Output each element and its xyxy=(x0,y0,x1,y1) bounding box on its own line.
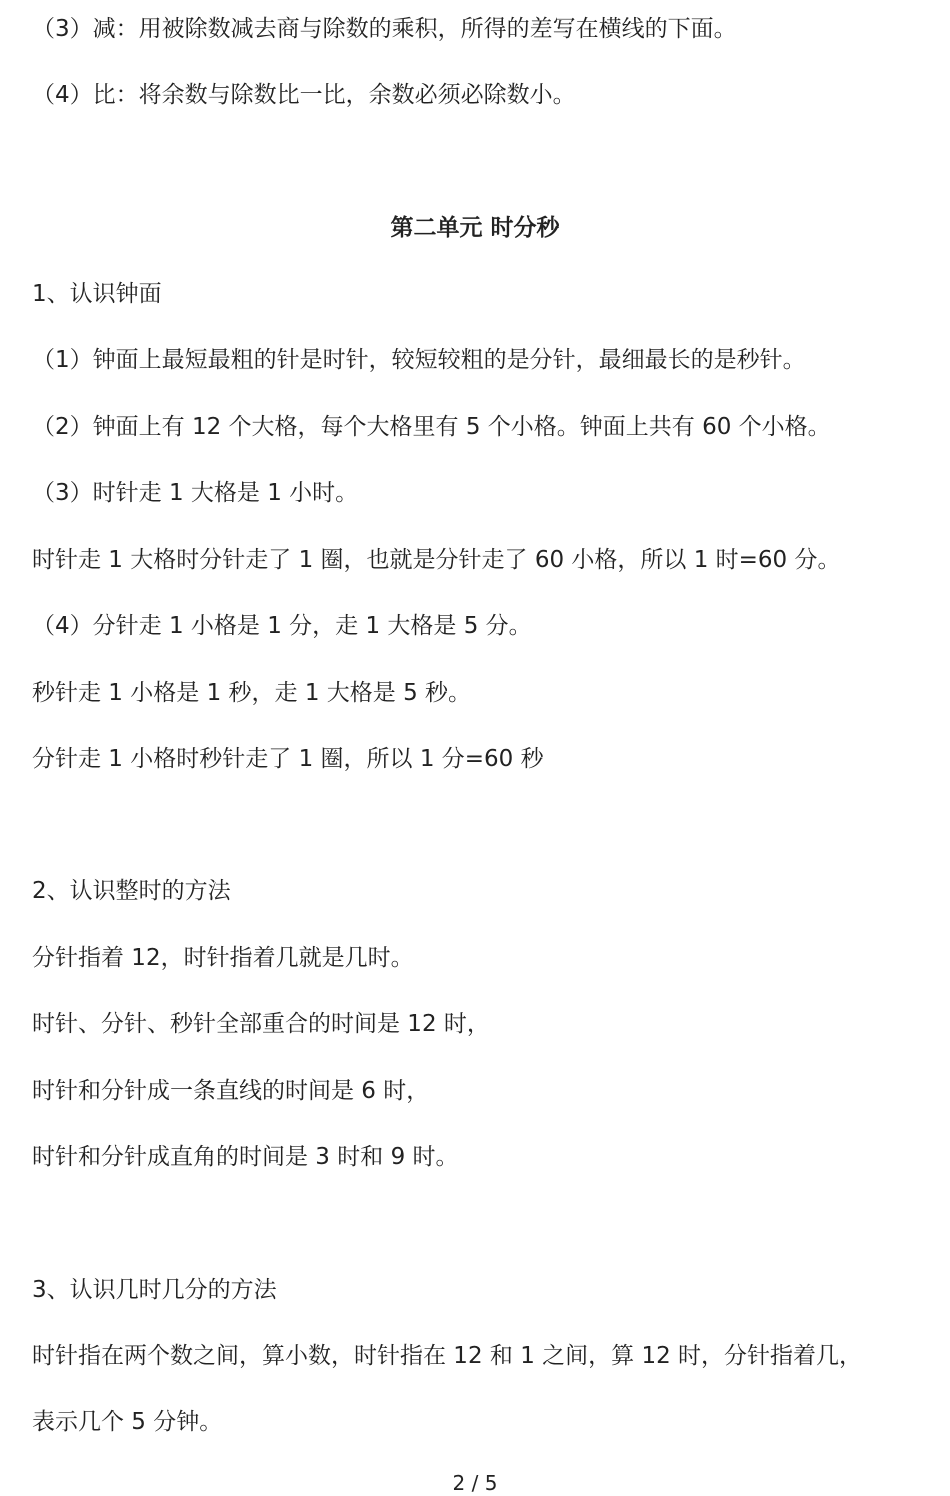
intro-line-subtract: （3）减：用被除数减去商与除数的乘积，所得的差写在横线的下面。 xyxy=(32,16,737,42)
intro-line-compare: （4）比：将余数与除数比一比，余数必须必除数小。 xyxy=(32,82,576,108)
section2-line: 时针和分针成一条直线的时间是 6 时， xyxy=(32,1078,430,1104)
section3-line: 表示几个 5 分钟。 xyxy=(32,1409,223,1435)
section3-line: 时针指在两个数之间，算小数，时针指在 12 和 1 之间，算 12 时，分针指着几， xyxy=(32,1343,863,1369)
section1-line: 时针走 1 大格时分针走了 1 圈，也就是分针走了 60 小格，所以 1 时=60 分。 xyxy=(32,547,841,573)
section3-heading: 3、认识几时几分的方法 xyxy=(32,1277,277,1303)
section2-line: 时针、分针、秒针全部重合的时间是 12 时， xyxy=(32,1011,490,1037)
section1-line: （1）钟面上最短最粗的针是时针，较短较粗的是分针，最细最长的是秒针。 xyxy=(32,347,806,373)
unit-title: 第二单元 时分秒 xyxy=(390,215,560,241)
section2-line: 分针指着 12，时针指着几就是几时。 xyxy=(32,945,414,971)
section2-heading: 2、认识整时的方法 xyxy=(32,878,231,904)
page-indicator: 2 / 5 xyxy=(452,1471,498,1495)
section1-line: （2）钟面上有 12 个大格，每个大格里有 5 个小格。钟面上共有 60 个小格。 xyxy=(32,414,831,440)
section1-line: （4）分针走 1 小格是 1 分，走 1 大格是 5 分。 xyxy=(32,613,532,639)
section1-line: （3）时针走 1 大格是 1 小时。 xyxy=(32,480,359,506)
section1-line: 分针走 1 小格时秒针走了 1 圈，所以 1 分=60 秒 xyxy=(32,746,544,772)
section1-heading: 1、认识钟面 xyxy=(32,281,162,307)
section2-line: 时针和分针成直角的时间是 3 时和 9 时。 xyxy=(32,1144,459,1170)
section1-line: 秒针走 1 小格是 1 秒，走 1 大格是 5 秒。 xyxy=(32,680,472,706)
